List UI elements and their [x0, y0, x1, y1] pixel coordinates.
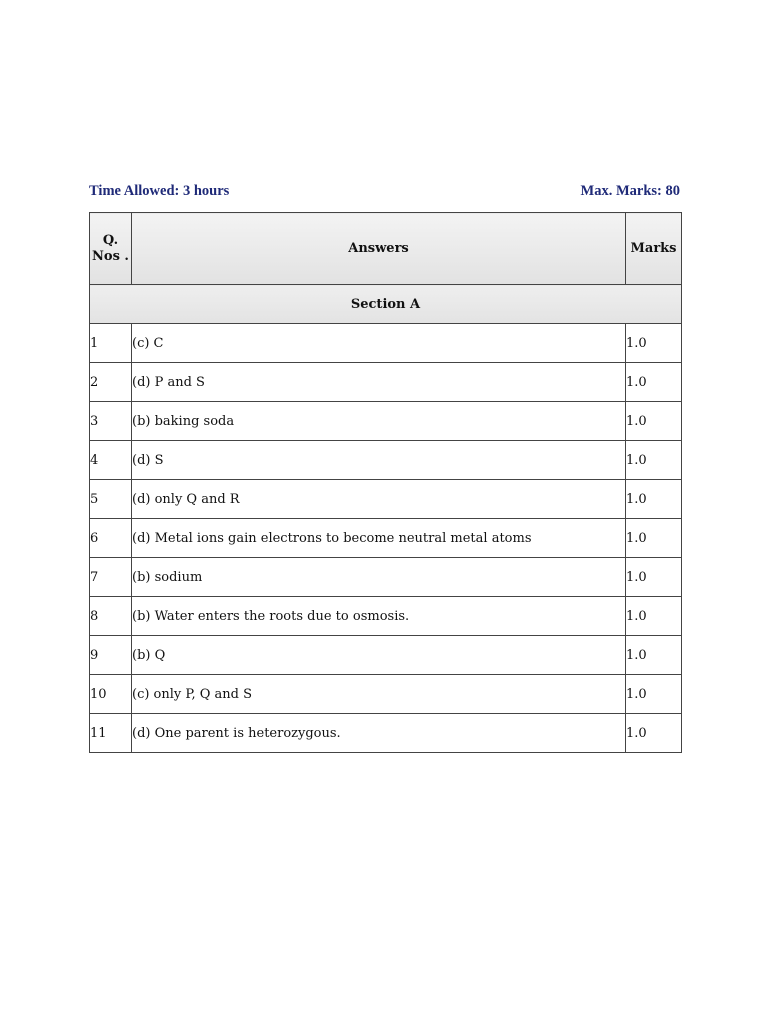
table-row: [90, 441, 682, 480]
answer-cell: (d) P and S: [132, 363, 626, 402]
question-number-cell: 3: [90, 402, 132, 441]
table-row: [90, 402, 682, 441]
table-header-row: [90, 213, 682, 285]
question-number-cell: 1: [90, 324, 132, 363]
answer-cell: (d) only Q and R: [132, 480, 626, 519]
question-number-cell: 9: [90, 636, 132, 675]
marks-cell: 1.0: [626, 714, 682, 753]
column-header-answers: Answers: [132, 213, 626, 285]
table-row: [90, 675, 682, 714]
table-row: [90, 480, 682, 519]
answer-cell: (b) Water enters the roots due to osmosis.: [132, 597, 626, 636]
max-marks-label: Max. Marks: 80: [580, 183, 680, 199]
column-header-marks: Marks: [626, 213, 682, 285]
marks-cell: 1.0: [626, 324, 682, 363]
question-number-cell: 4: [90, 441, 132, 480]
answer-cell: (c) only P, Q and S: [132, 675, 626, 714]
question-number-cell: 7: [90, 558, 132, 597]
table-row: [90, 519, 682, 558]
answer-key-table: [89, 212, 682, 753]
answer-cell: (b) Q: [132, 636, 626, 675]
answer-cell: (b) baking soda: [132, 402, 626, 441]
document-header: [89, 183, 680, 205]
marks-cell: 1.0: [626, 558, 682, 597]
answer-cell: (b) sodium: [132, 558, 626, 597]
question-number-cell: 8: [90, 597, 132, 636]
marks-cell: 1.0: [626, 636, 682, 675]
answer-cell: (d) One parent is heterozygous.: [132, 714, 626, 753]
question-number-cell: 11: [90, 714, 132, 753]
marks-cell: 1.0: [626, 519, 682, 558]
question-number-cell: 10: [90, 675, 132, 714]
question-number-cell: 5: [90, 480, 132, 519]
section-label: Section A: [90, 285, 682, 324]
marks-cell: 1.0: [626, 675, 682, 714]
table-row: [90, 636, 682, 675]
answer-cell: (d) Metal ions gain electrons to become neutral metal atoms: [132, 519, 626, 558]
time-allowed-label: Time Allowed: 3 hours: [89, 183, 230, 199]
section-row: [90, 285, 682, 324]
column-header-qno: Q. Nos .: [90, 213, 132, 285]
marks-cell: 1.0: [626, 597, 682, 636]
table-row: [90, 597, 682, 636]
table-row: [90, 558, 682, 597]
table-row: [90, 363, 682, 402]
question-number-cell: 6: [90, 519, 132, 558]
marks-cell: 1.0: [626, 402, 682, 441]
marks-cell: 1.0: [626, 441, 682, 480]
table-row: [90, 714, 682, 753]
marks-cell: 1.0: [626, 480, 682, 519]
question-number-cell: 2: [90, 363, 132, 402]
answer-cell: (d) S: [132, 441, 626, 480]
answer-cell: (c) C: [132, 324, 626, 363]
table-row: [90, 324, 682, 363]
marks-cell: 1.0: [626, 363, 682, 402]
